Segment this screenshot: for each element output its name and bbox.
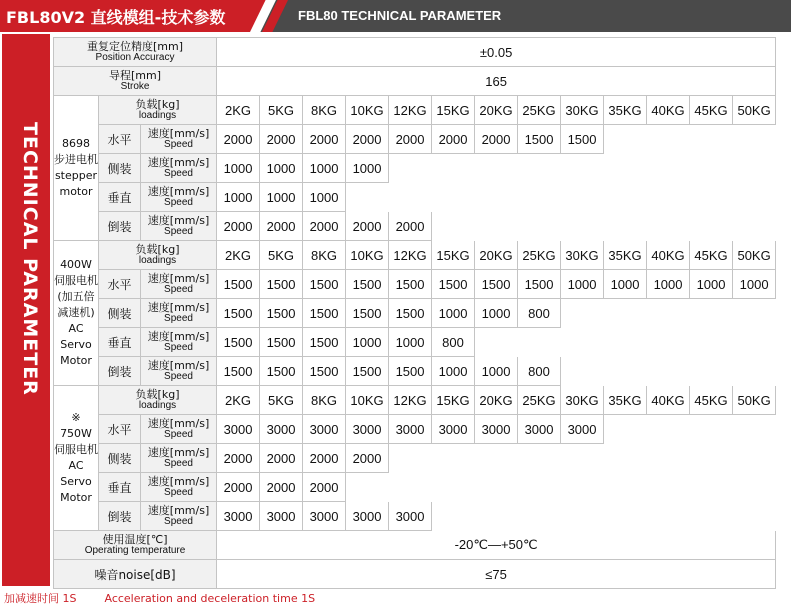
motor-type-cell xyxy=(54,241,99,386)
speed-value: 1000 xyxy=(475,357,518,386)
row-stroke xyxy=(54,67,776,96)
loading-header: 5KG xyxy=(260,241,303,270)
loading-header: 8KG xyxy=(303,386,346,415)
row-loadings xyxy=(54,241,776,270)
speed-value: 1000 xyxy=(733,270,776,299)
empty-cell xyxy=(432,502,776,531)
loading-header: 35KG xyxy=(604,96,647,125)
speed-value: 2000 xyxy=(432,125,475,154)
label-cn: 速度[mm/s] xyxy=(147,475,210,488)
motor-type-line: (加五倍 xyxy=(57,290,95,303)
label-cn: 使用温度[℃] xyxy=(102,533,168,546)
speed-value: 1500 xyxy=(346,357,389,386)
loading-header: 50KG xyxy=(733,241,776,270)
loading-header: 2KG xyxy=(217,386,260,415)
loading-header: 45KG xyxy=(690,386,733,415)
speed-value: 1500 xyxy=(346,270,389,299)
speed-value: 3000 xyxy=(260,502,303,531)
speed-value: 1000 xyxy=(260,154,303,183)
motor-type-line: AC xyxy=(68,459,84,472)
motor-type-line: Servo xyxy=(60,338,92,351)
motor-type-line: stepper xyxy=(54,169,98,182)
motor-type-cell xyxy=(54,96,99,241)
speed-value: 1000 xyxy=(475,299,518,328)
loading-header: 50KG xyxy=(733,386,776,415)
label-en: Speed xyxy=(164,516,193,527)
speed-label xyxy=(141,125,217,154)
speed-value: 2000 xyxy=(389,125,432,154)
footer-note xyxy=(4,590,343,606)
label-en: Position Accuracy xyxy=(95,52,175,63)
accuracy-label xyxy=(54,38,217,67)
speed-value: 1000 xyxy=(303,154,346,183)
label-cn: 速度[mm/s] xyxy=(147,330,210,343)
row-noise xyxy=(54,560,776,589)
speed-label xyxy=(141,183,217,212)
loading-header: 20KG xyxy=(475,241,518,270)
motor-type-line: 400W xyxy=(60,258,92,271)
speed-value: 1500 xyxy=(260,299,303,328)
loading-header: 8KG xyxy=(303,96,346,125)
stroke-value: 165 xyxy=(217,67,776,96)
empty-cell xyxy=(389,154,776,183)
row-accuracy xyxy=(54,38,776,67)
label-cn: 速度[mm/s] xyxy=(147,417,210,430)
speed-label xyxy=(141,212,217,241)
label-cn: 负载[kg] xyxy=(135,243,180,256)
speed-row xyxy=(54,444,776,473)
mount-label: 水平 xyxy=(99,125,141,154)
speed-label xyxy=(141,154,217,183)
motor-type-line: Motor xyxy=(60,491,92,504)
speed-value: 1000 xyxy=(389,328,432,357)
speed-value: 2000 xyxy=(260,212,303,241)
speed-value: 3000 xyxy=(518,415,561,444)
loading-header: 35KG xyxy=(604,386,647,415)
label-cn: 速度[mm/s] xyxy=(147,272,210,285)
loading-header: 10KG xyxy=(346,241,389,270)
loading-header: 40KG xyxy=(647,386,690,415)
speed-row xyxy=(54,125,776,154)
side-band xyxy=(2,34,50,586)
speed-value: 1500 xyxy=(518,125,561,154)
label-cn: 速度[mm/s] xyxy=(147,185,210,198)
empty-cell xyxy=(389,444,776,473)
row-loadings xyxy=(54,386,776,415)
label-en: Speed xyxy=(164,487,193,498)
label-cn: 速度[mm/s] xyxy=(147,359,210,372)
accuracy-value: ±0.05 xyxy=(217,38,776,67)
motor-type-line: Motor xyxy=(60,354,92,367)
loading-header: 15KG xyxy=(432,386,475,415)
mount-label: 侧装 xyxy=(99,154,141,183)
speed-value: 1000 xyxy=(346,154,389,183)
label-cn: 速度[mm/s] xyxy=(147,156,210,169)
empty-cell xyxy=(346,183,776,212)
speed-label xyxy=(141,473,217,502)
speed-value: 3000 xyxy=(389,502,432,531)
row-temperature xyxy=(54,531,776,560)
loading-header: 45KG xyxy=(690,241,733,270)
noise-label: 噪音noise[dB] xyxy=(54,560,217,589)
loading-header: 15KG xyxy=(432,241,475,270)
speed-value: 1500 xyxy=(475,270,518,299)
speed-label xyxy=(141,270,217,299)
empty-cell xyxy=(475,328,776,357)
loadings-label xyxy=(99,241,217,270)
loading-header: 40KG xyxy=(647,96,690,125)
loading-header: 30KG xyxy=(561,386,604,415)
loading-header: 30KG xyxy=(561,96,604,125)
label-cn: 负载[kg] xyxy=(135,388,180,401)
temperature-label xyxy=(54,531,217,560)
mount-label: 垂直 xyxy=(99,473,141,502)
speed-value: 1000 xyxy=(217,183,260,212)
loading-header: 12KG xyxy=(389,96,432,125)
speed-value: 1000 xyxy=(432,357,475,386)
speed-label xyxy=(141,357,217,386)
speed-value: 1000 xyxy=(303,183,346,212)
row-loadings xyxy=(54,96,776,125)
speed-row xyxy=(54,502,776,531)
speed-value: 2000 xyxy=(260,444,303,473)
speed-value: 3000 xyxy=(561,415,604,444)
loading-header: 20KG xyxy=(475,96,518,125)
speed-value: 1500 xyxy=(303,328,346,357)
motor-type-line: 伺服电机 xyxy=(54,443,98,456)
label-cn: 速度[mm/s] xyxy=(147,446,210,459)
empty-cell xyxy=(432,212,776,241)
speed-value: 1500 xyxy=(217,328,260,357)
motor-type-line: 750W xyxy=(60,427,92,440)
speed-value: 2000 xyxy=(260,473,303,502)
mount-label: 倒装 xyxy=(99,212,141,241)
label-cn: 速度[mm/s] xyxy=(147,301,210,314)
loading-header: 25KG xyxy=(518,386,561,415)
speed-label xyxy=(141,502,217,531)
label-en: loadings xyxy=(138,400,177,411)
loadings-label xyxy=(99,96,217,125)
footer-note-en: Acceleration and deceleration time 1S xyxy=(104,592,316,605)
loading-header: 25KG xyxy=(518,96,561,125)
speed-value: 1000 xyxy=(561,270,604,299)
speed-value: 2000 xyxy=(303,473,346,502)
motor-type-line: 减速机) xyxy=(57,306,95,319)
speed-value: 3000 xyxy=(346,502,389,531)
speed-row xyxy=(54,415,776,444)
speed-value: 2000 xyxy=(217,125,260,154)
loading-header: 2KG xyxy=(217,241,260,270)
speed-value: 1000 xyxy=(346,328,389,357)
loading-header: 35KG xyxy=(604,241,647,270)
speed-row xyxy=(54,270,776,299)
loading-header: 12KG xyxy=(389,386,432,415)
mount-label: 水平 xyxy=(99,270,141,299)
motor-type-line: ※ xyxy=(71,411,81,424)
speed-value: 1500 xyxy=(303,270,346,299)
loading-header: 40KG xyxy=(647,241,690,270)
loading-header: 20KG xyxy=(475,386,518,415)
speed-value: 1000 xyxy=(647,270,690,299)
speed-value: 1500 xyxy=(389,357,432,386)
speed-row xyxy=(54,154,776,183)
label-en: Operating temperature xyxy=(84,545,186,556)
label-en: Speed xyxy=(164,371,193,382)
label-en: Speed xyxy=(164,342,193,353)
speed-value: 3000 xyxy=(260,415,303,444)
speed-value: 1500 xyxy=(432,270,475,299)
speed-value: 2000 xyxy=(389,212,432,241)
label-cn: 速度[mm/s] xyxy=(147,504,210,517)
loading-header: 2KG xyxy=(217,96,260,125)
motor-type-line: 8698 xyxy=(62,137,90,150)
loading-header: 30KG xyxy=(561,241,604,270)
speed-value: 3000 xyxy=(217,502,260,531)
speed-value: 1500 xyxy=(303,299,346,328)
speed-value: 2000 xyxy=(346,444,389,473)
speed-row xyxy=(54,328,776,357)
temperature-value: -20℃—+50℃ xyxy=(217,531,776,560)
label-en: loadings xyxy=(138,255,177,266)
speed-value: 2000 xyxy=(303,212,346,241)
empty-cell xyxy=(604,415,776,444)
label-en: Speed xyxy=(164,458,193,469)
mount-label: 倒装 xyxy=(99,502,141,531)
speed-label xyxy=(141,328,217,357)
label-en: Speed xyxy=(164,168,193,179)
speed-value: 2000 xyxy=(217,212,260,241)
loading-header: 8KG xyxy=(303,241,346,270)
label-en: Speed xyxy=(164,313,193,324)
speed-value: 2000 xyxy=(260,125,303,154)
loading-header: 45KG xyxy=(690,96,733,125)
mount-label: 水平 xyxy=(99,415,141,444)
speed-value: 1500 xyxy=(389,270,432,299)
motor-type-cell xyxy=(54,386,99,531)
speed-value: 3000 xyxy=(389,415,432,444)
loading-header: 12KG xyxy=(389,241,432,270)
label-cn: 速度[mm/s] xyxy=(147,127,210,140)
noise-value: ≤75 xyxy=(217,560,776,589)
speed-row xyxy=(54,212,776,241)
page-title-en: FBL80 TECHNICAL PARAMETER xyxy=(298,8,502,23)
speed-value: 1000 xyxy=(432,299,475,328)
speed-value: 1000 xyxy=(604,270,647,299)
speed-value: 1000 xyxy=(690,270,733,299)
empty-cell xyxy=(561,299,776,328)
loading-header: 25KG xyxy=(518,241,561,270)
speed-value: 2000 xyxy=(217,444,260,473)
label-cn: 导程[mm] xyxy=(109,69,162,82)
label-en: Speed xyxy=(164,429,193,440)
speed-value: 2000 xyxy=(475,125,518,154)
speed-value: 1500 xyxy=(389,299,432,328)
speed-value: 1500 xyxy=(217,299,260,328)
speed-row xyxy=(54,183,776,212)
mount-label: 侧装 xyxy=(99,444,141,473)
speed-value: 1500 xyxy=(217,357,260,386)
loading-header: 5KG xyxy=(260,386,303,415)
side-label: TECHNICAL PARAMETER xyxy=(19,122,41,396)
empty-cell xyxy=(604,125,776,154)
mount-label: 倒装 xyxy=(99,357,141,386)
speed-value: 3000 xyxy=(432,415,475,444)
speed-value: 3000 xyxy=(346,415,389,444)
mount-label: 垂直 xyxy=(99,328,141,357)
speed-value: 800 xyxy=(518,357,561,386)
speed-label xyxy=(141,299,217,328)
mount-label: 垂直 xyxy=(99,183,141,212)
speed-value: 1500 xyxy=(260,357,303,386)
label-en: Speed xyxy=(164,284,193,295)
speed-value: 1500 xyxy=(561,125,604,154)
speed-label xyxy=(141,415,217,444)
speed-value: 3000 xyxy=(303,502,346,531)
speed-value: 1500 xyxy=(346,299,389,328)
loading-header: 15KG xyxy=(432,96,475,125)
motor-type-line: motor xyxy=(59,185,93,198)
speed-value: 1500 xyxy=(260,270,303,299)
speed-value: 3000 xyxy=(303,415,346,444)
speed-value: 1500 xyxy=(518,270,561,299)
label-cn: 负载[kg] xyxy=(135,98,180,111)
footer-note-cn: 加减速时间 1S xyxy=(4,592,77,605)
speed-row xyxy=(54,299,776,328)
label-cn: 重复定位精度[mm] xyxy=(87,40,184,53)
loading-header: 10KG xyxy=(346,96,389,125)
speed-value: 3000 xyxy=(475,415,518,444)
label-cn: 速度[mm/s] xyxy=(147,214,210,227)
speed-value: 1000 xyxy=(260,183,303,212)
speed-value: 1500 xyxy=(303,357,346,386)
loadings-label xyxy=(99,386,217,415)
motor-type-line: 步进电机 xyxy=(54,153,98,166)
empty-cell xyxy=(346,473,776,502)
label-en: Speed xyxy=(164,139,193,150)
label-en: Speed xyxy=(164,226,193,237)
speed-value: 1500 xyxy=(217,270,260,299)
speed-value: 800 xyxy=(518,299,561,328)
loading-header: 5KG xyxy=(260,96,303,125)
motor-type-line: Servo xyxy=(60,475,92,488)
motor-type-line: 伺服电机 xyxy=(54,274,98,287)
motor-type-line: AC xyxy=(68,322,84,335)
label-en: loadings xyxy=(138,110,177,121)
empty-cell xyxy=(561,357,776,386)
speed-value: 3000 xyxy=(217,415,260,444)
speed-value: 2000 xyxy=(346,212,389,241)
loading-header: 10KG xyxy=(346,386,389,415)
speed-value: 1000 xyxy=(217,154,260,183)
speed-value: 2000 xyxy=(346,125,389,154)
speed-row xyxy=(54,357,776,386)
page-title-cn: FBL80V2 直线模组-技术参数 xyxy=(6,8,226,27)
speed-row xyxy=(54,473,776,502)
speed-value: 2000 xyxy=(303,444,346,473)
speed-value: 2000 xyxy=(303,125,346,154)
label-en: Speed xyxy=(164,197,193,208)
speed-label xyxy=(141,444,217,473)
parameter-table xyxy=(53,37,776,589)
header-bar xyxy=(0,0,791,32)
stroke-label xyxy=(54,67,217,96)
loading-header: 50KG xyxy=(733,96,776,125)
speed-value: 2000 xyxy=(217,473,260,502)
speed-value: 800 xyxy=(432,328,475,357)
label-en: Stroke xyxy=(120,81,150,92)
mount-label: 侧装 xyxy=(99,299,141,328)
speed-value: 1500 xyxy=(260,328,303,357)
